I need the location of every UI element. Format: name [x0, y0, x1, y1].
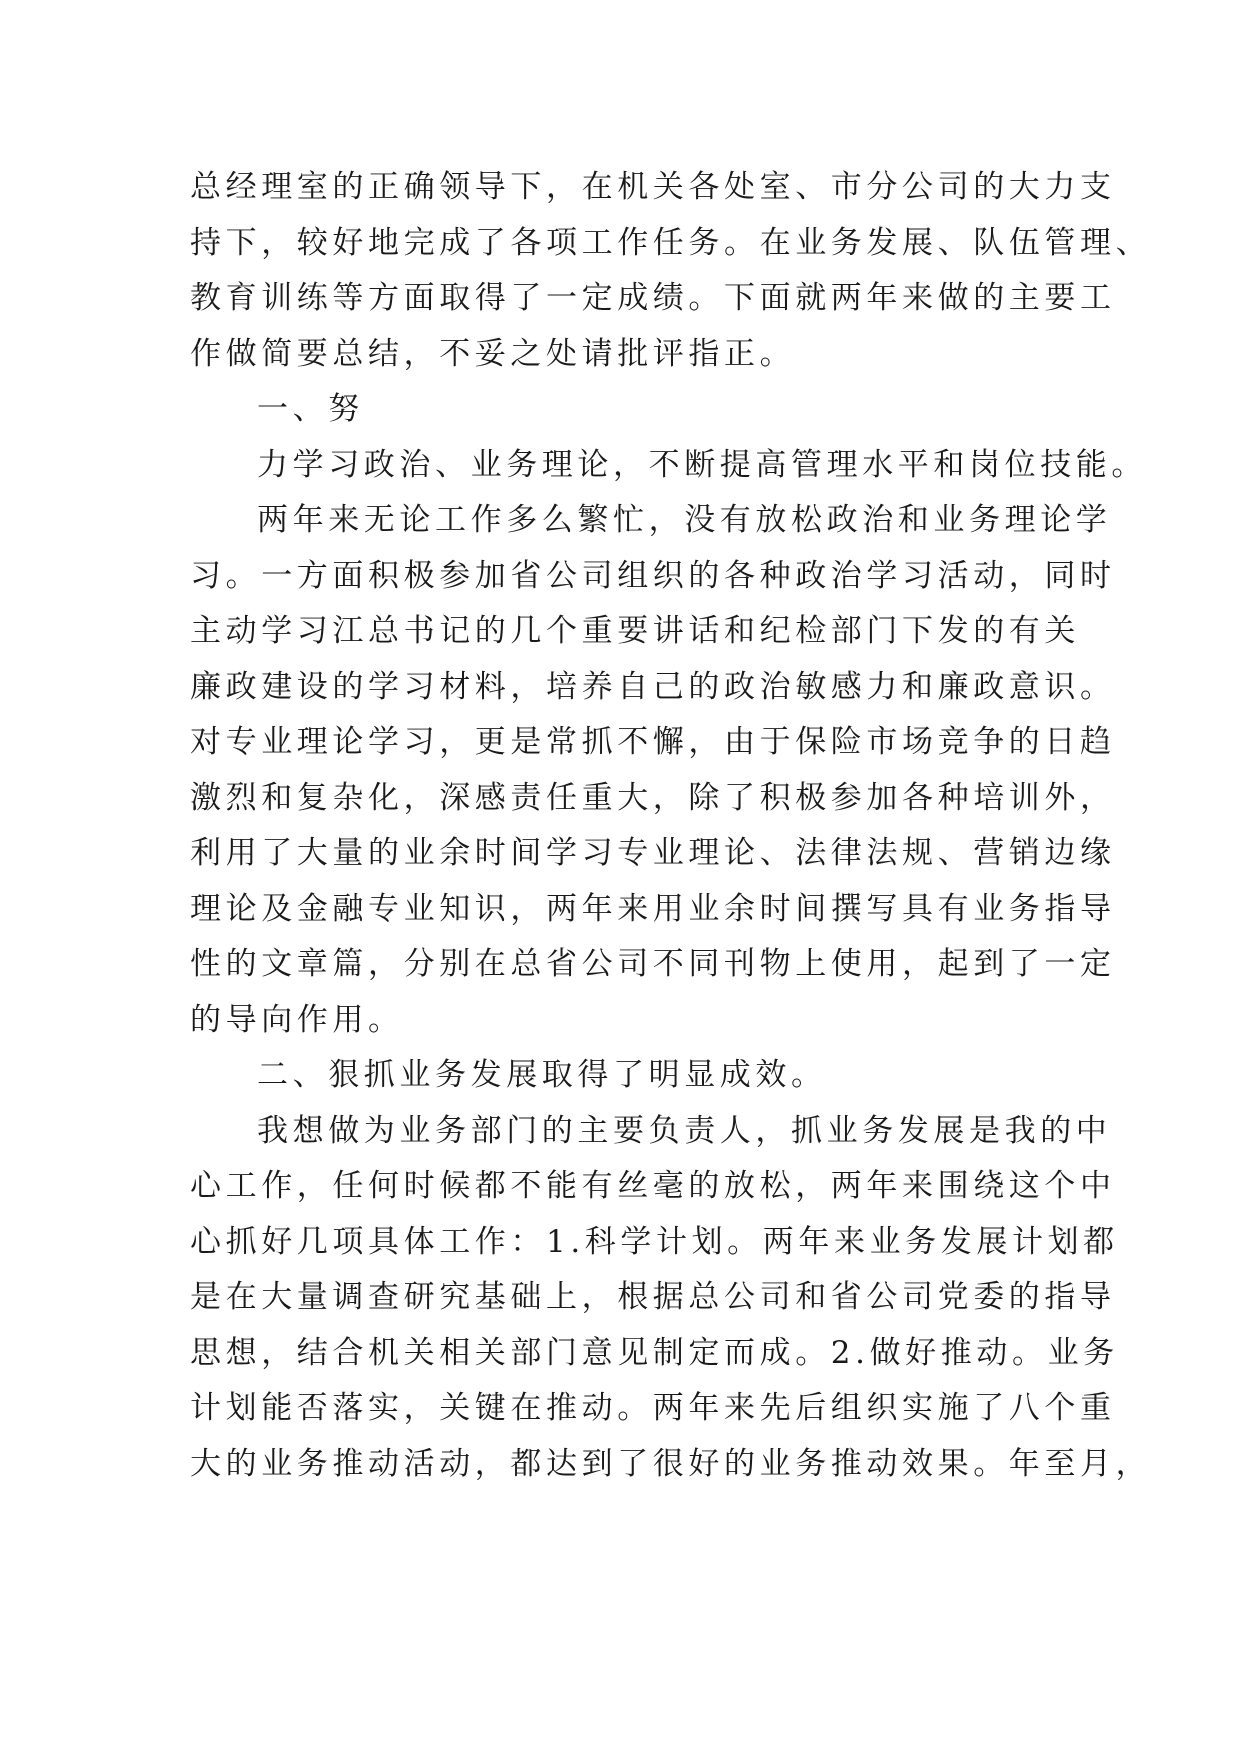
- text-line: 廉政建设的学习材料，培养自己的政治敏感力和廉政意识。: [190, 668, 1116, 705]
- text-line: 主动学习江总书记的几个重要讲话和纪检部门下发的有关: [190, 613, 1080, 649]
- text-line: 大的业务推动活动，都达到了很好的业务推动效果。年至月，: [190, 1445, 1152, 1482]
- text-line: 是在大量调查研究基础上，根据总公司和省公司党委的指导: [190, 1279, 1116, 1315]
- text-line: 总经理室的正确领导下，在机关各处室、市分公司的大力支: [190, 169, 1116, 205]
- text-line: 教育训练等方面取得了一定成绩。下面就两年来做的主要工: [190, 280, 1116, 316]
- text-line: 我想做为业务部门的主要负责人，抓业务发展是我的中: [257, 1112, 1112, 1149]
- text-line: 一、努: [257, 391, 364, 427]
- text-line: 二、狠抓业务发展取得了明显成效。: [257, 1057, 827, 1093]
- text-line: 心工作，任何时候都不能有丝毫的放松，两年来围绕这个中: [190, 1168, 1116, 1204]
- text-line: 性的文章篇，分别在总省公司不同刊物上使用，起到了一定: [190, 946, 1116, 982]
- text-line: 作做简要总结，不妥之处请批评指正。: [190, 335, 796, 372]
- text-line: 思想，结合机关相关部门意见制定而成。2.做好推动。业务: [190, 1334, 1119, 1371]
- text-line: 持下，较好地完成了各项工作任务。在业务发展、队伍管理、: [190, 224, 1152, 261]
- text-line: 对专业理论学习，更是常抓不懈，由于保险市场竞争的日趋: [190, 724, 1116, 760]
- text-line: 激烈和复杂化，深感责任重大，除了积极参加各种培训外，: [190, 779, 1116, 816]
- text-line: 的导向作用。: [190, 1001, 404, 1038]
- text-line: 心抓好几项具体工作：1.科学计划。两年来业务发展计划都: [190, 1223, 1119, 1260]
- text-line: 两年来无论工作多么繁忙，没有放松政治和业务理论学: [257, 502, 1112, 538]
- text-line: 计划能否落实，关键在推动。两年来先后组织实施了八个重: [190, 1390, 1116, 1426]
- text-line: 习。一方面积极参加省公司组织的各种政治学习活动，同时: [190, 557, 1116, 594]
- text-line: 利用了大量的业余时间学习专业理论、法律法规、营销边缘: [190, 835, 1116, 871]
- document-body: [190, 160, 1152, 1492]
- text-line: 力学习政治、业务理论，不断提高管理水平和岗位技能。: [257, 446, 1147, 483]
- text-line: 理论及金融专业知识，两年来用业余时间撰写具有业务指导: [190, 890, 1116, 927]
